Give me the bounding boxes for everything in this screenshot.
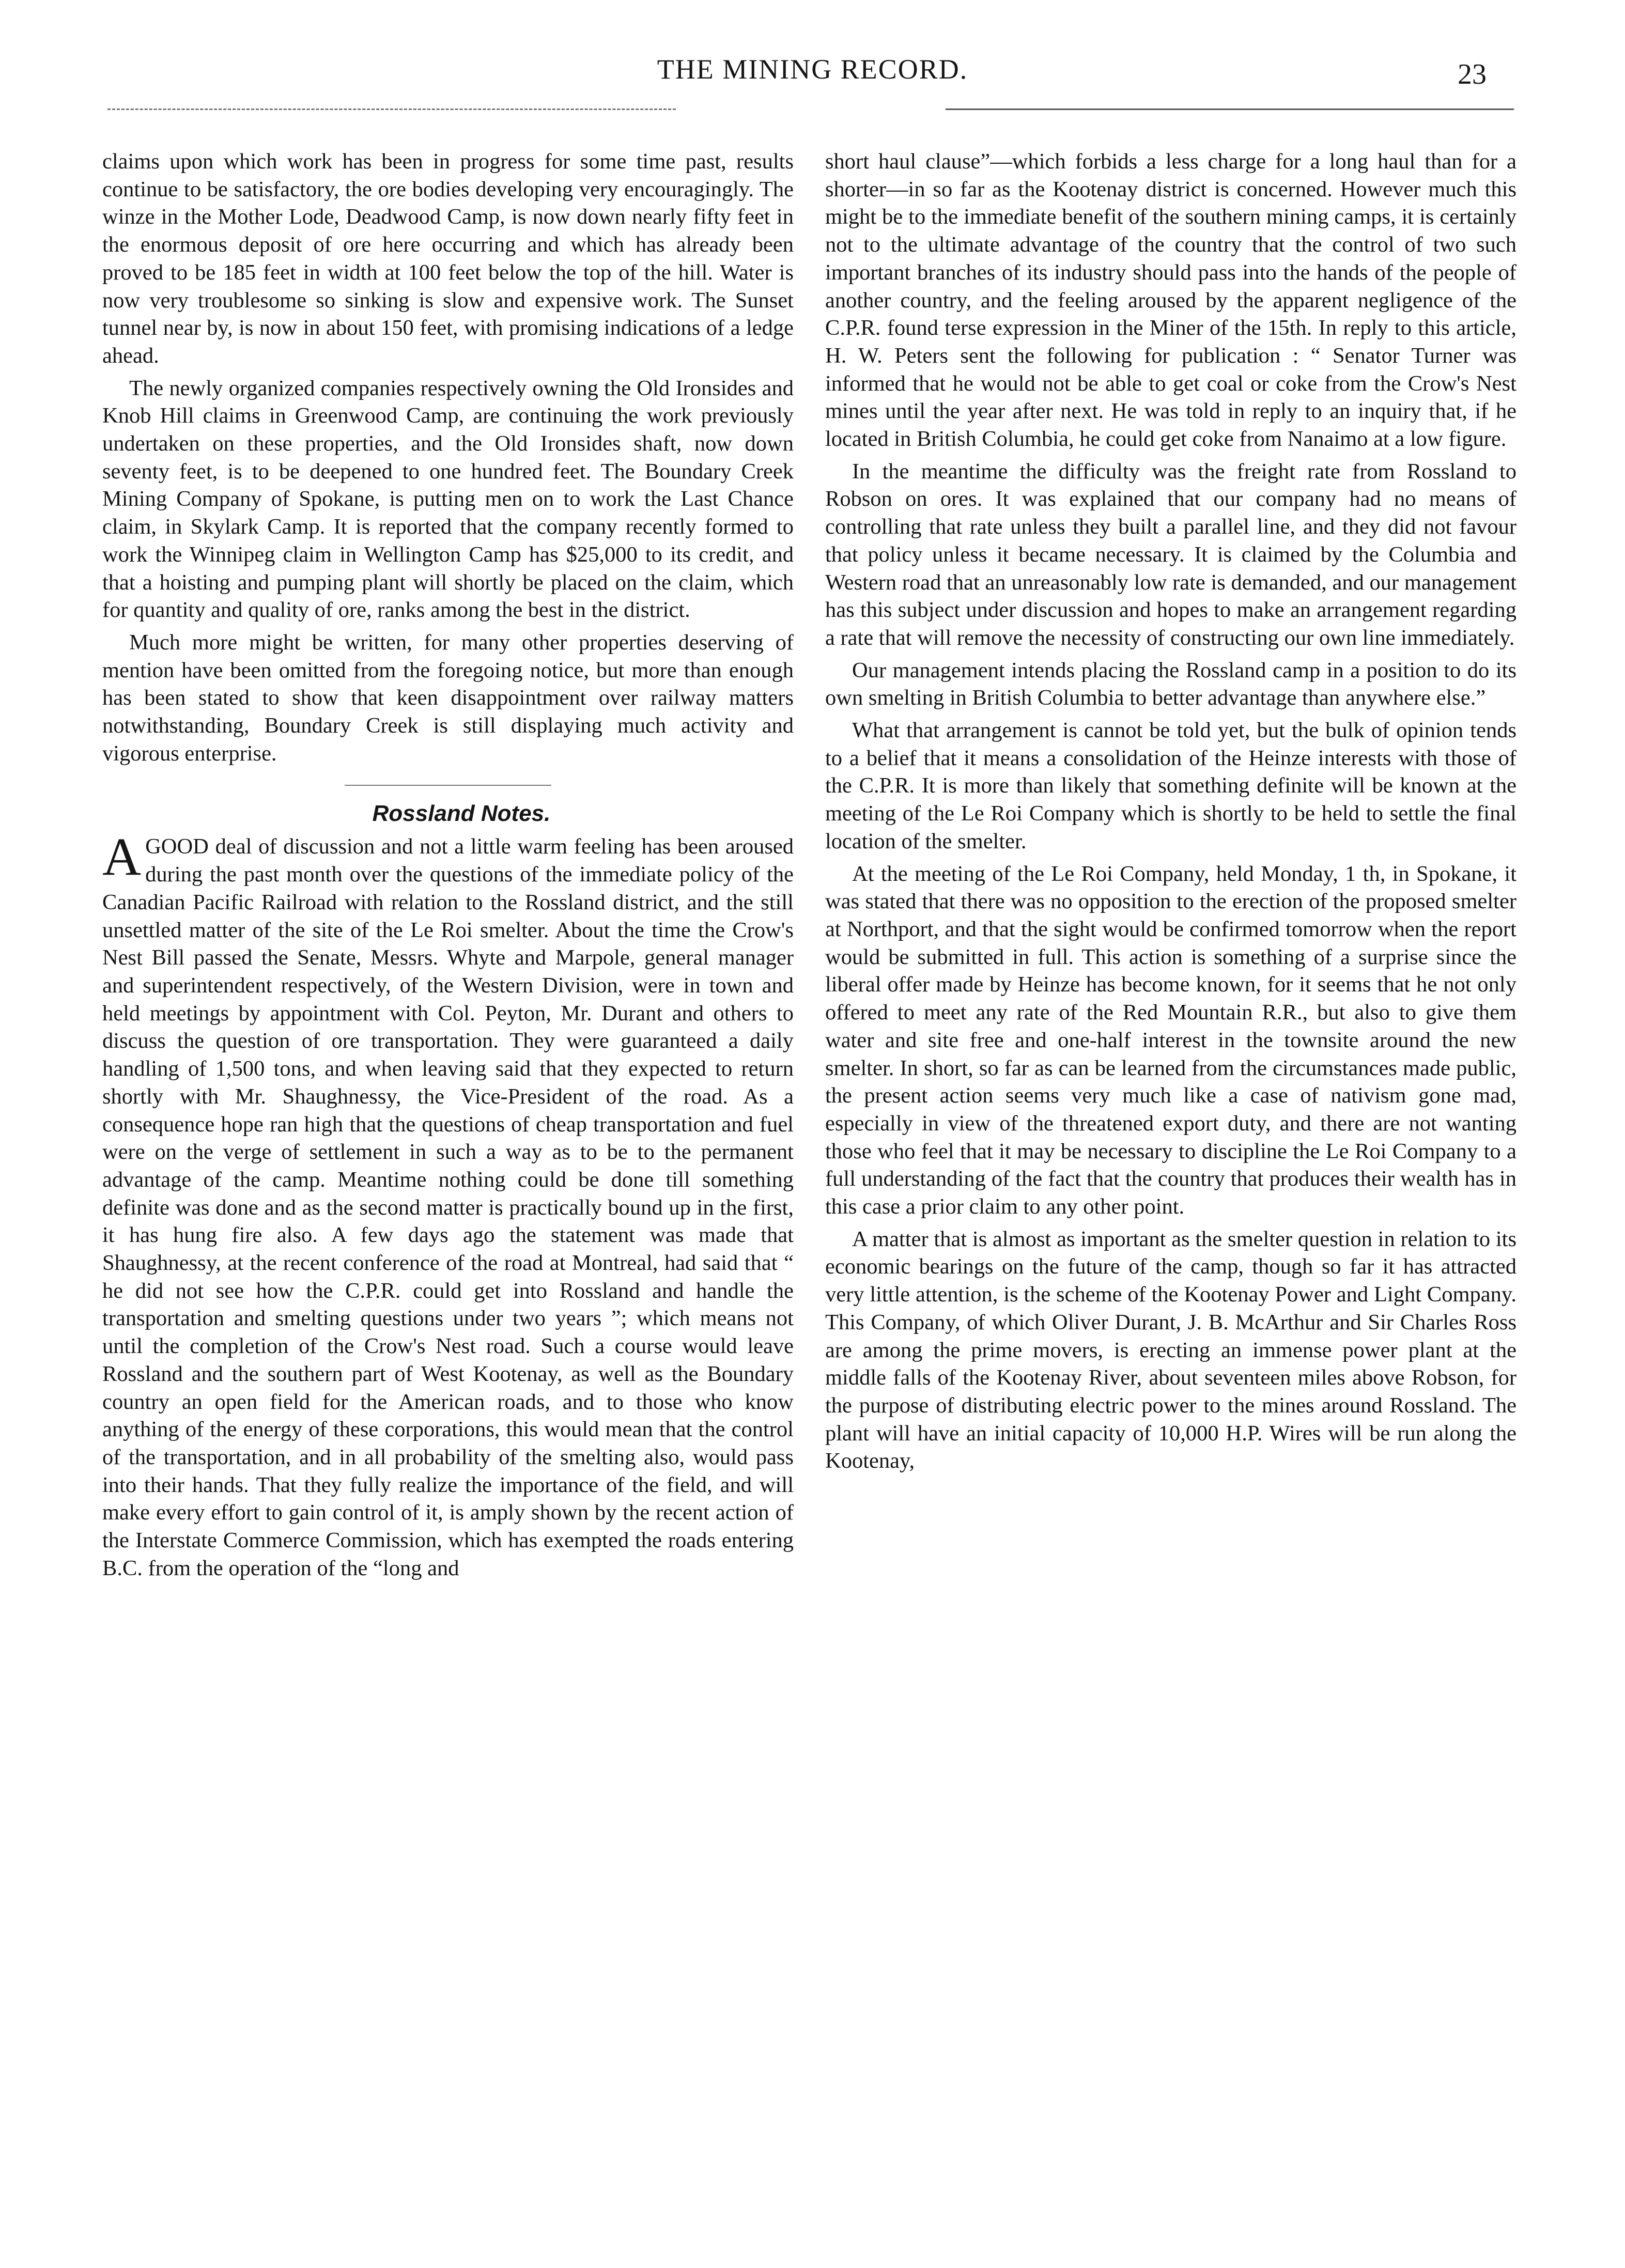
section-heading: Rossland Notes. [372, 801, 551, 827]
section-divider [345, 785, 551, 786]
paragraph: At the meeting of the Le Roi Company, held Monday, 1 th, in Spokane, it was stated that there was no opposition to the erection of the proposed smelter at Northport, and that the sight would be confirmed tomorrow when the report would be submitted in full. This action is something of a surprise since the liberal offer made by Heinze has become known, for it seems that he not only offered to meet any rate of the Red Mountain R.R., but also to give them water and site free and one-half interest in the townsite around the new smelter. In short, so far as can be learned from the circumstances made public, the present action seems very much like a case of nativism gone mad, especially in view of the threatened export duty, and there are not wanting those who feel that it may be necessary to discipline the Le Roi Company to a full understanding of the fact that the country that produces their wealth has in this case a prior claim to any other point. [825, 861, 1516, 1219]
paragraph: What that arrangement is cannot be told yet, but the bulk of opinion tends to a belief that it means a consolidation of the Heinze interests with those of the C.P.R. It is more than likely that something definite will be known at the meeting of the Le Roi Company which is shortly to be held to settle the final location of the smelter. [825, 718, 1516, 853]
header-rule-left [107, 108, 676, 110]
paragraph: A matter that is almost as important as the smelter question in relation to its economic bearings on the future of the camp, though so far it has attracted very little attention, is the scheme of the Kootenay Power and Light Company. This Company, of which Oliver Durant, J. B. McArthur and Sir Charles Ross are among the prime movers, is erecting an immense power plant at the middle falls of the Kootenay River, about seventeen miles above Robson, for the purpose of distributing electric power to the mines around Rossland. The plant will have an initial capacity of 10,000 H.P. Wires will be run along the Kootenay, [825, 1226, 1516, 1473]
header-rule-right [946, 108, 1514, 110]
paragraph: Much more might be written, for many other properties deserving of mention have been omitted from the foregoing notice, but more than enough has been stated to show that keen disappointment over railway matters notwithstanding, Boundary Creek is still displaying much activity and vigorous enterprise. [102, 630, 794, 766]
left-column [102, 148, 794, 1587]
running-head [0, 54, 1625, 90]
paragraph: short haul clause”—which forbids a less charge for a long haul than for a shorter—in so far as the Kootenay district is concerned. However much this might be to the immediate benefit of the southern mining camps, it is certainly not to the ultimate advantage of the country that the control of two such important branches of its industry should pass into the hands of the people of another country, and the feeling aroused by the apparent negligence of the C.P.R. found terse expression in the Miner of the 15th. In reply to this article, H. W. Peters sent the following for publication : “ Senator Turner was informed that he would not be able to get coal or coke from the Crow's Nest mines until the year after next. He was told in reply to an inquiry that, if he located in British Columbia, he could get coke from Nanaimo at a low figure. [825, 149, 1516, 452]
rossland-paragraph-text: GOOD deal of discussion and not a little warm feeling has been aroused during the past month over the questions of the immediate policy of the Canadian Pacific Railroad with relation to the Rossland district, and the still unsettled matter of the site of the Le Roi smelter. About the time the Crow's Nest Bill passed the Senate, Messrs. Whyte and Marpole, general manager and superintendent respectively, of the Western Division, were in town and held meetings by appointment with Col. Peyton, Mr. Durant and others to discuss the question of ore transportation. They were guaranteed a daily handling of 1,500 tons, and when leaving said that they expected to return shortly with Mr. Shaughnessy, the Vice-President of the road. As a consequence hope ran high that the questions of cheap transportation and fuel were on the verge of settlement in such a way as to be to the permanent advantage of the camp. Meantime nothing could be done till something definite was done and as the second matter is practically bound up in the first, it has hung fire also. A few days ago the statement was made that Shaughnessy, at the recent conference of the road at Montreal, had said that “ he did not see how the C.P.R. could get into Rossland and handle the transportation and smelting questions under two years ”; which means not until the completion of the Crow's Nest road. Such a course would leave Rossland and the southern part of West Kootenay, as well as the Boundary country an open field for the American roads, and to those who know anything of the energy of these corporations, this would mean that the control of the transportation, and in all probability of the smelting also, would pass into their hands. That they fully realize the importance of the field, and will make every effort to gain control of it, is amply shown by the recent action of the Interstate Commerce Commission, which has exempted the roads entering B.C. from the operation of the “long and [102, 834, 794, 1580]
drop-cap: A [102, 827, 142, 887]
rossland-paragraph [102, 827, 794, 1582]
page-number: 23 [1458, 58, 1487, 90]
paragraph: In the meantime the difficulty was the freight rate from Rossland to Robson on ores. It was explained that our company had no means of controlling that rate unless they built a parallel line, and they did not favour that policy unless it became necessary. It is claimed by the Columbia and Western road that an unreasonably low rate is demanded, and our management has this subject under discussion and hopes to make an arrangement regarding a rate that will remove the necessity of constructing our own line immediately. [825, 459, 1516, 650]
right-column [825, 148, 1516, 1480]
paragraph: Our management intends placing the Rossland camp in a position to do its own smelting in British Columbia to better advantage than anywhere else.” [825, 658, 1516, 710]
paragraph: claims upon which work has been in progress for some time past, results continue to be satisfactory, the ore bodies developing very encouragingly. The winze in the Mother Lode, Deadwood Camp, is now down nearly fifty feet in the enormous deposit of ore here occurring and which has already been proved to be 185 feet in width at 100 feet below the top of the hill. Water is now very troublesome so sinking is slow and expensive work. The Sunset tunnel near by, is now in about 150 feet, with promising indications of a ledge ahead. [102, 149, 794, 368]
paragraph: The newly organized companies respectively owning the Old Ironsides and Knob Hill claims in Greenwood Camp, are continuing the work previously undertaken on these properties, and the Old Ironsides shaft, now down seventy feet, is to be deepened to one hundred feet. The Boundary Creek Mining Company of Spokane, is putting men on to work the Last Chance claim, in Skylark Camp. It is reported that the company recently formed to work the Winnipeg claim in Wellington Camp has $25,000 to its credit, and that a hoisting and pumping plant will shortly be placed on the claim, which for quantity and quality of ore, ranks among the best in the district. [102, 376, 794, 623]
journal-title: THE MINING RECORD. [657, 54, 968, 85]
